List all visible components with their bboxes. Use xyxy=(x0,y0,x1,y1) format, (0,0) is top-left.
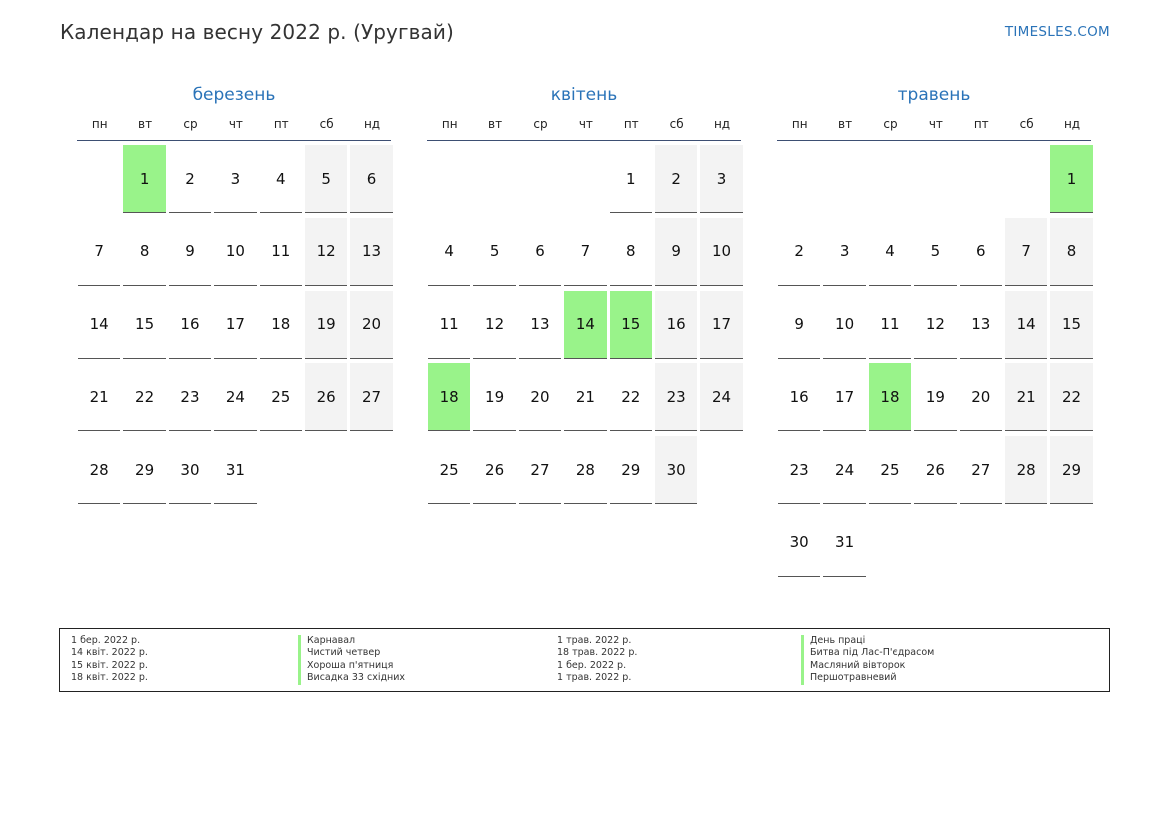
empty-cell xyxy=(914,145,956,213)
day-cell: 4 xyxy=(869,218,911,286)
day-cell: 30 xyxy=(169,436,211,504)
weekday-label: сб xyxy=(319,117,334,131)
legend-holiday-name: Першотравневий xyxy=(801,672,934,684)
day-cell: 12 xyxy=(473,291,515,359)
day-cell: 3 xyxy=(823,218,865,286)
day-cell: 15 xyxy=(123,291,165,359)
weekday-label: вт xyxy=(488,117,503,131)
day-cell: 5 xyxy=(473,218,515,286)
month-march xyxy=(77,82,391,509)
day-cell: 8 xyxy=(610,218,652,286)
weekday-header xyxy=(427,111,741,141)
day-cell: 23 xyxy=(169,363,211,431)
weekday-label: вт xyxy=(838,117,853,131)
day-cell: 23 xyxy=(655,363,697,431)
weekday-label: ср xyxy=(533,117,548,131)
empty-cell xyxy=(473,145,515,213)
day-cell: 2 xyxy=(169,145,211,213)
day-cell: 29 xyxy=(610,436,652,504)
day-cell: 16 xyxy=(778,363,820,431)
weekday-label: чт xyxy=(578,117,593,131)
day-cell: 28 xyxy=(78,436,120,504)
weekday-label: чт xyxy=(228,117,243,131)
weekday-header xyxy=(77,111,391,141)
day-cell: 21 xyxy=(78,363,120,431)
day-cell: 4 xyxy=(260,145,302,213)
month-name: квітень xyxy=(550,85,618,105)
empty-cell xyxy=(519,145,561,213)
day-cell: 16 xyxy=(655,291,697,359)
weekday-label: пн xyxy=(91,117,108,131)
legend-holiday-name: Висадка 33 східних xyxy=(298,672,405,684)
day-cell: 22 xyxy=(610,363,652,431)
day-cell: 31 xyxy=(823,509,865,577)
empty-cell xyxy=(823,145,865,213)
day-cell: 20 xyxy=(960,363,1002,431)
day-cell: 3 xyxy=(214,145,256,213)
weekday-label: нд xyxy=(1063,117,1081,131)
day-cell: 14 xyxy=(78,291,120,359)
weekday-label: сб xyxy=(669,117,684,131)
legend-holiday-date: 1 трав. 2022 р. xyxy=(557,635,632,646)
days-grid xyxy=(77,145,391,509)
legend-holiday-date: 1 трав. 2022 р. xyxy=(557,672,632,684)
day-cell: 11 xyxy=(428,291,470,359)
day-cell: 26 xyxy=(473,436,515,504)
day-cell: 15 xyxy=(1050,291,1092,359)
legend-holiday-name: Хороша п'ятниця xyxy=(298,660,405,672)
day-cell: 13 xyxy=(350,218,392,286)
day-cell: 18 xyxy=(260,291,302,359)
day-cell: 21 xyxy=(1005,363,1047,431)
days-grid xyxy=(777,145,1091,582)
legend-dates-right xyxy=(557,635,637,685)
legend-holiday-name: Битва під Лас-П'єдрасом xyxy=(801,647,934,659)
day-cell: 8 xyxy=(1050,218,1092,286)
weekday-label: пт xyxy=(973,117,989,131)
day-cell: 17 xyxy=(823,363,865,431)
month-may xyxy=(777,82,1091,582)
day-cell: 2 xyxy=(778,218,820,286)
day-cell: 20 xyxy=(519,363,561,431)
empty-cell xyxy=(428,145,470,213)
weekday-label: нд xyxy=(363,117,381,131)
day-cell: 11 xyxy=(869,291,911,359)
day-cell: 1 xyxy=(610,145,652,213)
legend-holiday-name: Чистий четвер xyxy=(298,647,405,659)
day-cell: 28 xyxy=(1005,436,1047,504)
day-cell: 7 xyxy=(78,218,120,286)
day-cell: 6 xyxy=(960,218,1002,286)
weekday-header xyxy=(777,111,1091,141)
day-cell: 23 xyxy=(778,436,820,504)
empty-cell xyxy=(78,145,120,213)
page-title: Календар на весну 2022 р. (Уругвай) xyxy=(60,20,454,44)
weekday-label: нд xyxy=(713,117,731,131)
day-cell: 5 xyxy=(914,218,956,286)
weekday-label: пт xyxy=(273,117,289,131)
legend-holiday-date: 1 бер. 2022 р. xyxy=(71,635,141,646)
day-cell: 25 xyxy=(428,436,470,504)
day-cell: 13 xyxy=(960,291,1002,359)
day-cell: 10 xyxy=(823,291,865,359)
day-cell: 9 xyxy=(169,218,211,286)
day-cell: 12 xyxy=(914,291,956,359)
legend-holiday-date: 1 бер. 2022 р. xyxy=(557,659,627,671)
day-cell: 20 xyxy=(350,291,392,359)
day-cell: 17 xyxy=(214,291,256,359)
day-cell: 24 xyxy=(823,436,865,504)
day-cell: 31 xyxy=(214,436,256,504)
day-cell: 24 xyxy=(700,363,742,431)
weekday-label: пн xyxy=(441,117,458,131)
month-name: березень xyxy=(192,85,276,105)
day-cell: 4 xyxy=(428,218,470,286)
day-cell: 25 xyxy=(869,436,911,504)
day-cell: 2 xyxy=(655,145,697,213)
holiday-day-cell: 14 xyxy=(564,291,606,359)
weekday-label: вт xyxy=(138,117,153,131)
legend-dates-left xyxy=(71,635,148,685)
empty-cell xyxy=(1005,145,1047,213)
holiday-day-cell: 18 xyxy=(428,363,470,431)
legend-holiday-name: Карнавал xyxy=(298,635,405,647)
weekday-label: сб xyxy=(1019,117,1034,131)
weekday-label: ср xyxy=(883,117,898,131)
empty-cell xyxy=(778,145,820,213)
legend-names-right xyxy=(801,635,934,685)
day-cell: 16 xyxy=(169,291,211,359)
weekday-label: чт xyxy=(928,117,943,131)
empty-cell xyxy=(564,145,606,213)
day-cell: 24 xyxy=(214,363,256,431)
day-cell: 7 xyxy=(564,218,606,286)
day-cell: 12 xyxy=(305,218,347,286)
month-april xyxy=(427,82,741,509)
day-cell: 7 xyxy=(1005,218,1047,286)
weekday-label: пн xyxy=(791,117,808,131)
holiday-day-cell: 1 xyxy=(123,145,165,213)
day-cell: 19 xyxy=(914,363,956,431)
day-cell: 19 xyxy=(305,291,347,359)
holiday-day-cell: 15 xyxy=(610,291,652,359)
day-cell: 13 xyxy=(519,291,561,359)
legend-holiday-name: Масляний вівторок xyxy=(801,660,934,672)
day-cell: 30 xyxy=(655,436,697,504)
empty-cell xyxy=(960,145,1002,213)
day-cell: 29 xyxy=(123,436,165,504)
day-cell: 14 xyxy=(1005,291,1047,359)
holiday-day-cell: 1 xyxy=(1050,145,1092,213)
day-cell: 27 xyxy=(519,436,561,504)
day-cell: 17 xyxy=(700,291,742,359)
legend-holiday-date: 18 квіт. 2022 р. xyxy=(71,672,148,684)
weekday-label: пт xyxy=(623,117,639,131)
day-cell: 21 xyxy=(564,363,606,431)
day-cell: 19 xyxy=(473,363,515,431)
legend-holiday-date: 15 квіт. 2022 р. xyxy=(71,659,148,671)
month-name: травень xyxy=(897,85,971,105)
holiday-day-cell: 18 xyxy=(869,363,911,431)
day-cell: 26 xyxy=(914,436,956,504)
day-cell: 28 xyxy=(564,436,606,504)
day-cell: 29 xyxy=(1050,436,1092,504)
day-cell: 10 xyxy=(700,218,742,286)
weekday-label: ср xyxy=(183,117,198,131)
day-cell: 27 xyxy=(350,363,392,431)
days-grid xyxy=(427,145,741,509)
holiday-legend xyxy=(59,628,1110,692)
day-cell: 27 xyxy=(960,436,1002,504)
day-cell: 30 xyxy=(778,509,820,577)
day-cell: 26 xyxy=(305,363,347,431)
day-cell: 22 xyxy=(123,363,165,431)
day-cell: 8 xyxy=(123,218,165,286)
legend-holiday-date: 18 трав. 2022 р. xyxy=(557,647,638,659)
day-cell: 9 xyxy=(778,291,820,359)
legend-holiday-name: День праці xyxy=(801,635,934,647)
day-cell: 9 xyxy=(655,218,697,286)
day-cell: 5 xyxy=(305,145,347,213)
day-cell: 22 xyxy=(1050,363,1092,431)
day-cell: 6 xyxy=(350,145,392,213)
legend-holiday-date: 14 квіт. 2022 р. xyxy=(71,647,148,659)
day-cell: 3 xyxy=(700,145,742,213)
site-link[interactable]: TIMESLES.COM xyxy=(1004,24,1110,40)
day-cell: 25 xyxy=(260,363,302,431)
day-cell: 11 xyxy=(260,218,302,286)
day-cell: 10 xyxy=(214,218,256,286)
empty-cell xyxy=(869,145,911,213)
day-cell: 6 xyxy=(519,218,561,286)
legend-names-left xyxy=(298,635,405,685)
